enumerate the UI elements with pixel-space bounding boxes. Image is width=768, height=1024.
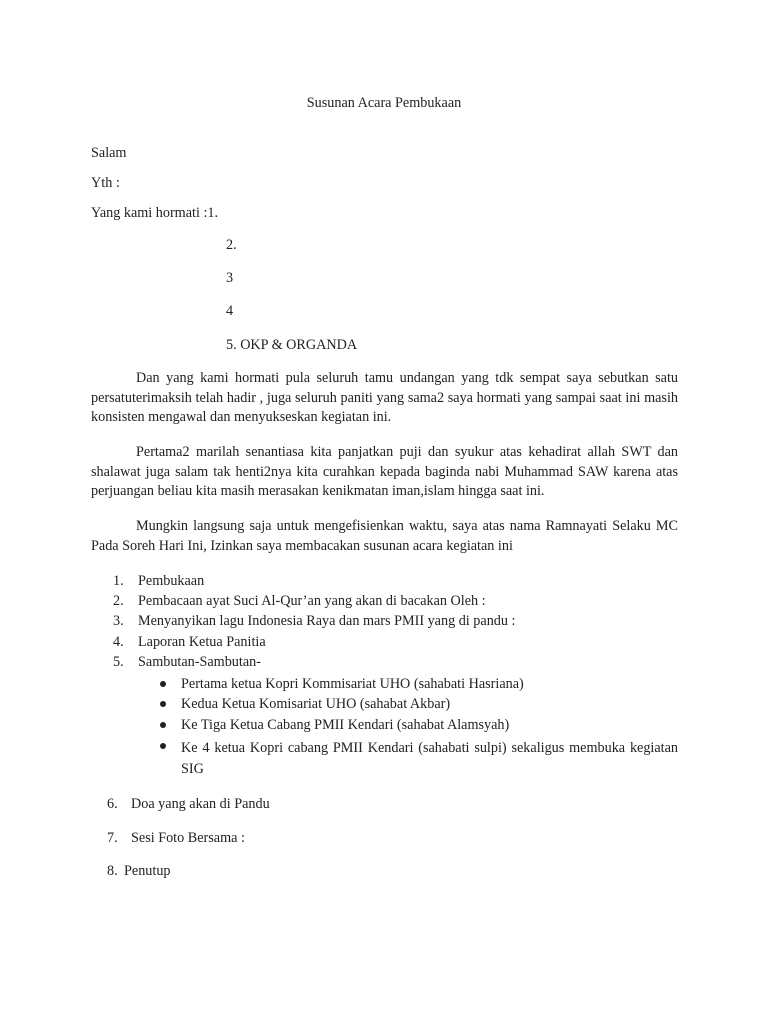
bullet-icon <box>160 701 166 707</box>
agenda-text-7: Sesi Foto Bersama : <box>131 830 245 846</box>
paragraph-3 <box>91 517 678 556</box>
bullet-icon <box>160 681 166 687</box>
agenda-item-5 <box>113 653 124 671</box>
agenda-item-1 <box>113 572 124 590</box>
sambutan-item-4: Ke 4 ketua Kopri cabang PMII Kendari (sahabati sulpi) sekaligus membuka kegiatan SIG <box>181 740 678 777</box>
hormati-item-4: 4 <box>226 303 234 319</box>
agenda-item-2 <box>113 592 124 610</box>
agenda-item-6 <box>107 795 118 813</box>
paragraph-2-text: Pertama2 marilah senantiasa kita panjatkan puji dan syukur atas kehadirat allah SWT dan shalawat juga salam tak henti2nya kita curahkan kepada baginda nabi Muhammad SAW karena atas perjuangan beliau kita masih merasakan kenikmatan iman,islam hingga saat ini. <box>91 444 678 499</box>
sambutan-item-2: Kedua Ketua Komisariat UHO (sahabat Akbar) <box>181 696 451 712</box>
agenda-item-3 <box>113 612 124 630</box>
sambutan-item-3: Ke Tiga Ketua Cabang PMII Kendari (sahabat Alamsyah) <box>181 717 510 733</box>
agenda-num: 4. <box>113 634 124 650</box>
agenda-item-7 <box>107 829 118 847</box>
paragraph-1 <box>91 369 678 428</box>
agenda-num: 5. <box>113 654 124 670</box>
hormati-item-1: 1. <box>207 205 219 221</box>
bullet-icon <box>160 743 166 749</box>
agenda-num: 1. <box>113 573 124 589</box>
hormati-item-2: 2. <box>226 237 237 253</box>
agenda-num: 8. <box>107 863 118 879</box>
yth-line: Yth : <box>91 175 120 191</box>
agenda-num: 7. <box>107 830 118 846</box>
hormati-label <box>91 204 218 222</box>
agenda-text-5: Sambutan-Sambutan- <box>138 654 261 670</box>
agenda-num: 6. <box>107 796 118 812</box>
agenda-text-8: Penutup <box>124 863 171 879</box>
agenda-num: 3. <box>113 613 124 629</box>
agenda-text-6: Doa yang akan di Pandu <box>131 796 270 812</box>
bullet-icon <box>160 722 166 728</box>
agenda-text-1: Pembukaan <box>138 573 205 589</box>
agenda-text-4: Laporan Ketua Panitia <box>138 634 266 650</box>
sambutan-item-1: Pertama ketua Kopri Kommisariat UHO (sahabati Hasriana) <box>181 676 524 692</box>
hormati-item-3: 3 <box>226 270 234 286</box>
agenda-item-4 <box>113 633 124 651</box>
paragraph-2 <box>91 443 678 502</box>
agenda-text-2: Pembacaan ayat Suci Al-Qur’an yang akan di bacakan Oleh : <box>138 593 486 609</box>
agenda-item-8 <box>107 862 118 880</box>
agenda-num: 2. <box>113 593 124 609</box>
agenda-text-3: Menyanyikan lagu Indonesia Raya dan mars PMII yang di pandu : <box>138 613 516 629</box>
greeting: Salam <box>91 145 127 161</box>
page-title: Susunan Acara Pembukaan <box>306 95 462 111</box>
paragraph-1-text: Dan yang kami hormati pula seluruh tamu undangan yang tdk sempat saya sebutkan satu persatuterimaksih telah hadir , juga seluruh paniti yang sama2 saya hormati yang sampai saat ini masih konsisten mengawal dan menyukseskan kegiatan ini. <box>91 370 678 425</box>
paragraph-3-text: Mungkin langsung saja untuk mengefisienkan waktu, saya atas nama Ramnayati Selaku MC Pada Soreh Hari Ini, Izinkan saya membacakan susunan acara kegiatan ini <box>91 518 678 554</box>
hormati-item-5: 5. OKP & ORGANDA <box>226 337 358 353</box>
hormati-label-text: Yang kami hormati : <box>91 205 208 221</box>
